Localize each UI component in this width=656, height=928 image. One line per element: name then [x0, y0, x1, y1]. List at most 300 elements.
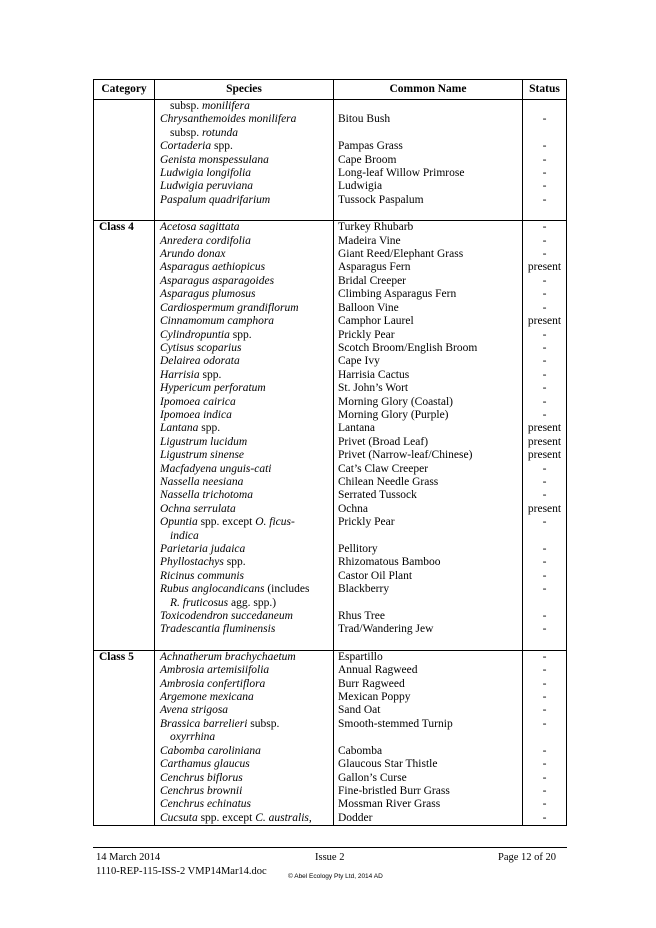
status-cell: -	[542, 341, 547, 354]
species-cell	[155, 516, 334, 529]
category-cell	[94, 798, 155, 811]
category-cell	[94, 315, 155, 328]
table-row	[94, 798, 566, 811]
species-cell	[155, 100, 334, 113]
category-cell	[94, 772, 155, 785]
category-cell	[94, 570, 155, 583]
category-cell	[94, 745, 155, 758]
species-text: Tradescantia fluminensis	[160, 623, 276, 636]
species-text: Argemone mexicana	[160, 691, 254, 704]
species-cell	[155, 449, 334, 462]
category-cell	[94, 235, 155, 248]
species-text: Anredera cordifolia	[160, 234, 251, 247]
table-row	[94, 422, 566, 435]
common-name-cell: Bitou Bush	[334, 113, 523, 126]
table-row	[94, 785, 566, 798]
status-cell: -	[542, 717, 547, 730]
common-name-cell: Privet (Narrow-leaf/Chinese)	[334, 449, 523, 462]
table-row	[94, 329, 566, 342]
species-cell	[155, 396, 334, 409]
status-cell: -	[542, 328, 547, 341]
species-cell	[155, 651, 334, 664]
table-row	[94, 248, 566, 261]
category-cell	[94, 758, 155, 771]
footer-page-number: Page 12 of 20	[498, 852, 557, 863]
species-cell	[155, 167, 334, 180]
common-name-cell: Fine-bristled Burr Grass	[334, 785, 523, 798]
status-cell: -	[542, 408, 547, 421]
common-name-cell: Cape Ivy	[334, 355, 523, 368]
status-cell	[523, 100, 566, 113]
table-row	[94, 678, 566, 691]
species-cell	[155, 369, 334, 382]
common-name-cell: Prickly Pear	[334, 329, 523, 342]
common-name-cell: Harrisia Cactus	[334, 369, 523, 382]
status-cell: -	[542, 462, 547, 475]
category-cell	[94, 503, 155, 516]
species-cell	[155, 798, 334, 811]
species-text: spp.	[211, 140, 233, 153]
status-cell: -	[542, 811, 547, 824]
status-cell: -	[542, 704, 547, 717]
table-row	[94, 409, 566, 422]
status-cell: present	[527, 449, 562, 462]
table-row	[94, 463, 566, 476]
species-cell	[155, 610, 334, 623]
common-name-cell: Balloon Vine	[334, 302, 523, 315]
common-name-cell: Ochna	[334, 503, 523, 516]
category-cell	[94, 664, 155, 677]
status-cell: -	[542, 784, 547, 797]
species-cell	[155, 570, 334, 583]
species-text: Ambrosia artemisiifolia	[160, 664, 270, 677]
status-cell: -	[542, 475, 547, 488]
category-cell: Class 4	[94, 221, 155, 234]
species-cell	[155, 355, 334, 368]
table-row	[94, 610, 566, 623]
species-cell	[155, 235, 334, 248]
table-row	[94, 664, 566, 677]
table-row	[94, 194, 566, 207]
common-name-cell: St. John’s Wort	[334, 382, 523, 395]
status-cell: -	[542, 395, 547, 408]
common-name-cell: Camphor Laurel	[334, 315, 523, 328]
species-text: spp.	[198, 422, 221, 435]
category-cell	[94, 382, 155, 395]
common-name-cell	[334, 127, 523, 140]
species-text: Nassella neesiana	[160, 475, 244, 488]
category-cell	[94, 261, 155, 274]
species-text: Cenchrus brownii	[160, 784, 243, 797]
category-cell	[94, 731, 155, 744]
status-cell: -	[542, 140, 547, 153]
category-cell	[94, 530, 155, 543]
species-text: C. australis,	[255, 811, 312, 824]
table-row	[94, 489, 566, 502]
category-cell: Class 5	[94, 651, 155, 664]
category-cell	[94, 583, 155, 596]
species-cell	[155, 113, 334, 126]
species-cell	[155, 342, 334, 355]
species-text: Ipomoea indica	[160, 408, 232, 421]
category-cell	[94, 288, 155, 301]
common-name-cell: Rhus Tree	[334, 610, 523, 623]
species-text: Asparagus plumosus	[160, 288, 256, 301]
status-cell: -	[542, 153, 547, 166]
status-cell: -	[542, 758, 547, 771]
category-cell	[94, 543, 155, 556]
table-row	[94, 288, 566, 301]
group-spacer	[94, 637, 566, 650]
common-name-cell: Chilean Needle Grass	[334, 476, 523, 489]
species-text: Ipomoea cairica	[160, 395, 236, 408]
common-name-cell: Cape Broom	[334, 154, 523, 167]
common-name-cell: Castor Oil Plant	[334, 570, 523, 583]
status-cell: -	[542, 180, 547, 193]
table-row	[94, 180, 566, 193]
species-cell	[155, 530, 334, 543]
common-name-cell: Cabomba	[334, 745, 523, 758]
species-cell	[155, 140, 334, 153]
header-category: Category	[94, 80, 155, 99]
common-name-cell: Smooth-stemmed Turnip	[334, 718, 523, 731]
species-cell	[155, 422, 334, 435]
species-text: spp.	[229, 328, 252, 341]
species-cell	[155, 503, 334, 516]
species-cell	[155, 731, 334, 744]
status-cell: -	[542, 489, 547, 502]
species-text: Avena strigosa	[160, 704, 229, 717]
category-cell	[94, 691, 155, 704]
species-text: Lantana	[160, 422, 199, 435]
category-cell	[94, 436, 155, 449]
status-cell: -	[542, 583, 547, 596]
species-text: Arundo donax	[160, 248, 226, 261]
table-body	[94, 100, 566, 825]
status-cell: -	[542, 569, 547, 582]
species-text: Cytisus scoparius	[160, 341, 242, 354]
species-text: Phyllostachys	[160, 556, 224, 569]
category-cell	[94, 329, 155, 342]
species-cell	[155, 463, 334, 476]
species-cell	[155, 556, 334, 569]
common-name-cell: Sand Oat	[334, 704, 523, 717]
table-row	[94, 704, 566, 717]
common-name-cell: Dodder	[334, 812, 523, 825]
status-cell: -	[542, 744, 547, 757]
species-cell	[155, 315, 334, 328]
species-text: subsp.	[247, 717, 280, 730]
species-cell	[155, 288, 334, 301]
status-cell: -	[542, 355, 547, 368]
common-name-cell: Bridal Creeper	[334, 275, 523, 288]
status-cell	[523, 597, 566, 610]
species-cell	[155, 221, 334, 234]
common-name-cell: Cat’s Claw Creeper	[334, 463, 523, 476]
species-cell	[155, 127, 334, 140]
species-text: Cardiospermum grandiflorum	[160, 301, 299, 314]
table-row	[94, 113, 566, 126]
common-name-cell	[334, 530, 523, 543]
footer-issue: Issue 2	[315, 852, 345, 863]
table-row	[94, 543, 566, 556]
species-text: subsp.	[170, 126, 202, 139]
status-cell: present	[527, 315, 562, 328]
common-name-cell: Serrated Tussock	[334, 489, 523, 502]
species-text: R. fruticosus	[170, 596, 229, 609]
species-text: Cucsuta	[160, 811, 198, 824]
status-cell: -	[542, 664, 547, 677]
table-row	[94, 449, 566, 462]
common-name-cell: Prickly Pear	[334, 516, 523, 529]
category-cell	[94, 516, 155, 529]
category-cell	[94, 369, 155, 382]
table-row	[94, 382, 566, 395]
footer-copyright: © Abel Ecology Pty Ltd, 2014 AD	[288, 873, 383, 880]
species-text: monilifera	[201, 100, 250, 112]
category-cell	[94, 248, 155, 261]
category-cell	[94, 785, 155, 798]
category-cell	[94, 194, 155, 207]
status-cell	[523, 530, 566, 543]
table-row	[94, 530, 566, 543]
species-text: (includes	[264, 583, 310, 596]
species-text: Carthamus glaucus	[160, 758, 250, 771]
common-name-cell: Asparagus Fern	[334, 261, 523, 274]
table-row	[94, 556, 566, 569]
species-text: Cortaderia	[160, 140, 212, 153]
species-text: Ochna serrulata	[160, 502, 236, 515]
table-row	[94, 436, 566, 449]
species-text: agg. spp.)	[228, 596, 277, 609]
species-text: Rubus anglocandicans	[160, 583, 265, 596]
table-row	[94, 396, 566, 409]
species-text: Achnatherum brachychaetum	[160, 650, 296, 663]
species-text: rotunda	[201, 126, 238, 139]
status-cell: present	[527, 422, 562, 435]
common-name-cell: Blackberry	[334, 583, 523, 596]
species-text: Asparagus aethiopicus	[160, 261, 266, 274]
category-cell	[94, 302, 155, 315]
table-row	[94, 369, 566, 382]
category-cell	[94, 396, 155, 409]
species-cell	[155, 248, 334, 261]
species-cell	[155, 812, 334, 825]
table-row	[94, 812, 566, 825]
species-text: spp. except	[197, 811, 256, 824]
species-cell	[155, 772, 334, 785]
common-name-cell: Turkey Rhubarb	[334, 221, 523, 234]
species-text: subsp.	[170, 100, 202, 112]
table-row	[94, 503, 566, 516]
table-row	[94, 476, 566, 489]
status-cell: -	[542, 771, 547, 784]
species-text: Chrysanthemoides monilifera	[160, 113, 297, 126]
common-name-cell: Pampas Grass	[334, 140, 523, 153]
table-row	[94, 235, 566, 248]
table-row	[94, 275, 566, 288]
status-cell: -	[542, 113, 547, 126]
category-cell	[94, 449, 155, 462]
species-text: spp.	[199, 368, 222, 381]
species-cell	[155, 436, 334, 449]
category-cell	[94, 476, 155, 489]
common-name-cell	[334, 731, 523, 744]
species-cell	[155, 678, 334, 691]
common-name-cell: Pellitory	[334, 543, 523, 556]
species-text: Cabomba caroliniana	[160, 744, 261, 757]
status-cell: -	[542, 193, 547, 206]
species-cell	[155, 597, 334, 610]
header-species: Species	[155, 80, 334, 99]
status-cell: -	[542, 691, 547, 704]
category-cell	[94, 167, 155, 180]
category-cell	[94, 718, 155, 731]
footer-date: 14 March 2014	[96, 852, 161, 863]
status-cell	[523, 127, 566, 140]
table-row	[94, 355, 566, 368]
species-text: Paspalum quadrifarium	[160, 193, 271, 206]
common-name-cell: Mexican Poppy	[334, 691, 523, 704]
table-row	[94, 302, 566, 315]
species-text: indica	[170, 529, 199, 542]
table-row	[94, 731, 566, 744]
status-cell: present	[527, 502, 562, 515]
species-text: Ricinus communis	[160, 569, 245, 582]
table-row	[94, 623, 566, 636]
common-name-cell: Ludwigia	[334, 180, 523, 193]
common-name-cell: Giant Reed/Elephant Grass	[334, 248, 523, 261]
table-row	[94, 127, 566, 140]
species-text: Cylindropuntia	[160, 328, 230, 341]
category-cell	[94, 597, 155, 610]
header-status: Status	[529, 83, 560, 95]
species-text: spp. except	[197, 516, 256, 529]
species-cell	[155, 543, 334, 556]
species-text: Hypericum perforatum	[160, 382, 266, 395]
species-cell	[155, 275, 334, 288]
common-name-cell: Burr Ragweed	[334, 678, 523, 691]
species-text: Ligustrum sinense	[160, 449, 245, 462]
species-text: spp.	[223, 556, 246, 569]
common-name-cell	[334, 100, 523, 113]
category-cell	[94, 127, 155, 140]
category-cell	[94, 180, 155, 193]
status-cell: -	[542, 368, 547, 381]
category-cell	[94, 704, 155, 717]
table-row	[94, 261, 566, 274]
species-cell	[155, 180, 334, 193]
table-row	[94, 315, 566, 328]
species-cell	[155, 691, 334, 704]
table-header	[94, 80, 566, 100]
species-cell	[155, 785, 334, 798]
common-name-cell: Privet (Broad Leaf)	[334, 436, 523, 449]
species-text: Cenchrus biflorus	[160, 771, 243, 784]
species-cell	[155, 302, 334, 315]
common-name-cell: Climbing Asparagus Fern	[334, 288, 523, 301]
category-cell	[94, 342, 155, 355]
table-row	[94, 140, 566, 153]
species-cell	[155, 154, 334, 167]
category-cell	[94, 556, 155, 569]
category-cell	[94, 812, 155, 825]
species-cell	[155, 758, 334, 771]
footer-document-id: 1110-REP-115-ISS-2 VMP14Mar14.doc	[96, 866, 267, 877]
status-cell: -	[542, 248, 547, 261]
species-cell	[155, 261, 334, 274]
category-cell	[94, 489, 155, 502]
species-text: Harrisia	[160, 368, 200, 381]
species-cell	[155, 329, 334, 342]
common-name-cell: Morning Glory (Coastal)	[334, 396, 523, 409]
footer-divider	[93, 847, 567, 848]
common-name-cell: Tussock Paspalum	[334, 194, 523, 207]
table-row	[94, 583, 566, 596]
group-spacer	[94, 207, 566, 220]
species-text: Opuntia	[160, 516, 198, 529]
species-text: Acetosa sagittata	[160, 221, 240, 234]
table-row	[94, 220, 566, 234]
species-text: Macfadyena unguis-cati	[160, 462, 272, 475]
species-text: Ludwigia peruviana	[160, 180, 253, 193]
status-cell: -	[542, 382, 547, 395]
species-cell	[155, 194, 334, 207]
table-row	[94, 167, 566, 180]
species-cell	[155, 583, 334, 596]
species-text: Ludwigia longifolia	[160, 167, 252, 180]
table-row	[94, 570, 566, 583]
species-text: Asparagus asparagoides	[160, 274, 275, 287]
table-row	[94, 650, 566, 664]
table-row	[94, 772, 566, 785]
status-cell: -	[542, 274, 547, 287]
common-name-cell: Lantana	[334, 422, 523, 435]
category-cell	[94, 678, 155, 691]
table-row	[94, 718, 566, 731]
category-cell	[94, 154, 155, 167]
status-cell: present	[527, 435, 562, 448]
common-name-cell: Gallon’s Curse	[334, 772, 523, 785]
table-row	[94, 516, 566, 529]
table-row	[94, 758, 566, 771]
species-text: Parietaria judaica	[160, 543, 246, 555]
status-cell: -	[542, 677, 547, 690]
status-cell: -	[542, 650, 547, 663]
table-row	[94, 745, 566, 758]
species-cell	[155, 409, 334, 422]
species-cell	[155, 745, 334, 758]
status-cell: -	[542, 301, 547, 314]
species-text: Ligustrum lucidum	[160, 435, 248, 448]
common-name-cell: Glaucous Star Thistle	[334, 758, 523, 771]
common-name-cell: Scotch Broom/English Broom	[334, 342, 523, 355]
status-cell: -	[542, 221, 547, 234]
status-cell: -	[542, 288, 547, 301]
category-cell	[94, 275, 155, 288]
species-cell	[155, 623, 334, 636]
status-cell	[523, 731, 566, 744]
status-cell: -	[542, 556, 547, 569]
table-row	[94, 154, 566, 167]
common-name-cell: Mossman River Grass	[334, 798, 523, 811]
status-cell: -	[542, 234, 547, 247]
species-text: Toxicodendron succedaneum	[160, 610, 293, 623]
species-text: Delairea odorata	[160, 355, 240, 368]
category-cell	[94, 422, 155, 435]
table-row	[94, 100, 566, 113]
species-text: Ambrosia confertiflora	[160, 677, 266, 690]
